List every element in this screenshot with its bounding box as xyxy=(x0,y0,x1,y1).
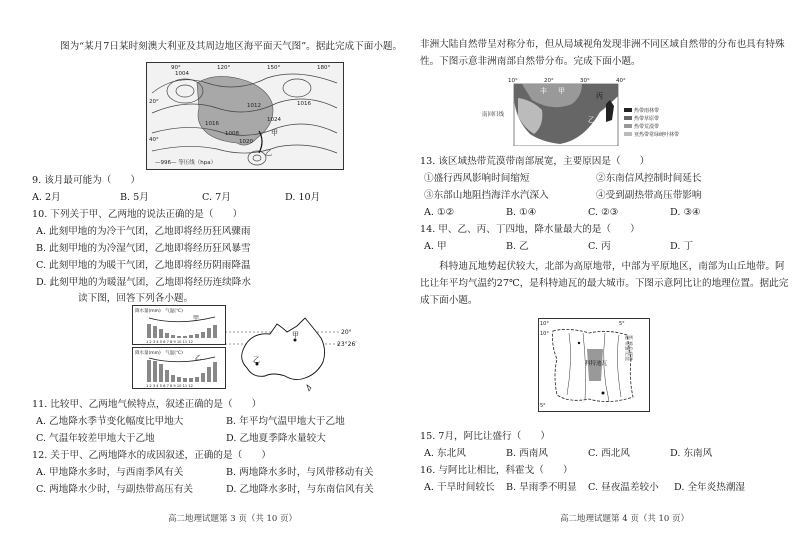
q10-option-a[interactable]: A. 此刻甲地的为冷干气团，乙地即将经历狂风骤雨 xyxy=(36,226,251,237)
lon-label: 180° xyxy=(317,65,331,71)
q13-statement-4: ④受到副热带高压带影响 xyxy=(596,190,702,201)
chart-label: 甲 xyxy=(193,315,200,322)
question-11: 11. 比较甲、乙两地气候特点，叙述正确的是（ ） xyxy=(32,399,262,410)
question-12: 12. 关于甲、乙两地降水的成因叙述，正确的是（ ） xyxy=(32,450,271,461)
q13-statement-3: ③东部山地阻挡海洋水汽深入 xyxy=(424,190,549,201)
q13-statement-2: ②东南信风控制时间延长 xyxy=(596,173,702,184)
q12-option-d[interactable]: D. 乙地降水多时，与东南信风有关 xyxy=(226,484,374,495)
q15-option-c[interactable]: C. 西北风 xyxy=(588,448,630,459)
question-16: 16. 与阿比让相比，科霍戈（ ） xyxy=(420,465,573,476)
legend-title: 图例 xyxy=(625,335,633,340)
isobar-label: 1004 xyxy=(175,71,189,77)
q12-option-a[interactable]: A. 甲地降水多时，与西南季风有关 xyxy=(36,467,184,478)
climate-chart-b xyxy=(132,347,226,389)
intro-text: 图为“某月7日某时刻澳大利亚及其周边地区海平面天气图”。据此完成下面小题。 xyxy=(60,41,403,52)
isobar-label: 1012 xyxy=(247,103,261,109)
q11-option-a[interactable]: A. 乙地降水季节变化幅度比甲地大 xyxy=(36,416,184,427)
q12-option-c[interactable]: C. 两地降水少时，与副热带高压有关 xyxy=(36,484,194,495)
q11-option-c[interactable]: C. 气温年较差甲地大于乙地 xyxy=(36,433,155,444)
question-9: 9. 该月最可能为（ ） xyxy=(32,175,141,186)
weather-map xyxy=(146,62,344,170)
isobar-label: 1016 xyxy=(205,121,219,127)
question-14: 14. 甲、乙、丙、丁四地，降水量最大的是（ ） xyxy=(420,224,640,235)
lon-label: 150° xyxy=(267,65,281,71)
lat-label: 20° xyxy=(149,99,159,105)
isobar-label: 1008 xyxy=(225,131,239,137)
place-label: 甲 xyxy=(271,129,278,137)
lon-label: 10° xyxy=(508,78,518,84)
q15-option-d[interactable]: D. 东南风 xyxy=(670,448,713,459)
place-label: 乙 xyxy=(265,149,272,157)
legend-item: 城市 xyxy=(625,346,633,351)
legend-item: 热带草原带 xyxy=(634,116,660,122)
chart-title: 降水量(mm) 气温(℃) xyxy=(135,309,183,314)
map-legend: —996— 等压线（hpa） xyxy=(155,160,217,166)
legend-item: 热带荒漠带 xyxy=(634,124,660,130)
right-page xyxy=(410,0,790,543)
q15-option-b[interactable]: B. 西南风 xyxy=(506,448,548,459)
lat-label: 5° xyxy=(540,403,546,409)
legend-item: 热带雨林带 xyxy=(634,108,660,114)
page-footer: 高二地理试题第 4 页（共 10 页） xyxy=(560,514,690,524)
q9-option-c[interactable]: C. 7月 xyxy=(202,192,231,203)
place-label: 乙 xyxy=(253,356,260,364)
question-10: 10. 下列关于甲、乙两地的说法正确的是（ ） xyxy=(32,209,243,220)
lon-label: 10° xyxy=(540,321,549,327)
lat-label: 10° xyxy=(540,331,549,337)
q14-option-b[interactable]: B. 乙 xyxy=(506,241,529,252)
climate-chart-a xyxy=(132,305,226,345)
lon-label: 40° xyxy=(616,78,626,84)
passage-text: 科特迪瓦地势起伏较大，北部为高原地带，中部为平原地区，南部为山丘地带。阿比让年平均气温约27℃，是科特迪瓦的最大城市。下图示意阿比让的地理位置。据此完成下面小题。 xyxy=(420,261,789,306)
lat-label: 南回归线 xyxy=(482,112,505,118)
q14-option-d[interactable]: D. 丁 xyxy=(670,241,694,252)
zone-label: 丰 xyxy=(540,87,547,95)
zone-label: 甲 xyxy=(558,87,565,95)
chart-title: 降水量(mm) 气温(℃) xyxy=(135,351,183,356)
lat-label: 40° xyxy=(149,137,159,143)
q13-option-a[interactable]: A. ①② xyxy=(424,207,455,218)
left-page xyxy=(20,0,403,543)
lon-label: 20° xyxy=(544,78,554,84)
q16-option-d[interactable]: D. 全年炎热潮湿 xyxy=(674,482,746,493)
q13-statement-1: ①盛行西风影响时间缩短 xyxy=(424,173,530,184)
q11-option-d[interactable]: D. 乙地夏季降水量较大 xyxy=(226,433,326,444)
lat-label: 20° xyxy=(341,329,352,336)
legend-item: 亚热带常绿硬叶林带 xyxy=(634,132,680,138)
australia-map xyxy=(225,310,365,392)
page-footer: 高二地理试题第 3 页（共 10 页） xyxy=(168,514,298,524)
q14-option-a[interactable]: A. 甲 xyxy=(424,241,447,252)
lon-label: 90° xyxy=(171,65,181,71)
q9-option-a[interactable]: A. 2月 xyxy=(32,192,61,203)
place-label: 甲 xyxy=(292,331,299,339)
zone-label: 乙 xyxy=(588,116,595,124)
question-13: 13. 该区域热带荒漠带南部展宽，主要原因是（ ） xyxy=(420,156,650,167)
q15-option-a[interactable]: A. 东北风 xyxy=(424,448,466,459)
question-15: 15. 7月，阿比让盛行（ ） xyxy=(420,431,550,442)
lon-label: 30° xyxy=(580,78,590,84)
legend-item: 首都 xyxy=(625,341,633,346)
q12-option-b[interactable]: B. 两地降水多时，与风带移动有关 xyxy=(226,467,374,478)
q9-option-d[interactable]: D. 10月 xyxy=(285,192,321,203)
read-instruction: 读下图，回答下列各小题。 xyxy=(78,293,194,304)
ivory-coast-map xyxy=(538,318,650,412)
q10-option-d[interactable]: D. 此刻甲地的为暖湿气团，乙地即将经历连续降水 xyxy=(36,277,251,288)
africa-zone-map xyxy=(482,76,692,146)
q16-option-c[interactable]: C. 昼夜温差较小 xyxy=(588,482,659,493)
country-label: 科特迪瓦 xyxy=(585,361,608,367)
lon-label: 120° xyxy=(217,65,231,71)
q9-option-b[interactable]: B. 5月 xyxy=(120,192,149,203)
intro-text: 非洲大陆自然带呈对称分布，但从局域视角发现非洲不同区域自然带的分布也具有特殊性。下图示意非洲南部自然带分布。完成下面小题。 xyxy=(420,39,785,67)
zone-label: 丙 xyxy=(596,92,603,100)
q13-option-c[interactable]: C. ②③ xyxy=(588,207,619,218)
q16-option-a[interactable]: A. 干旱时间较长 xyxy=(424,482,495,493)
q13-option-b[interactable]: B. ①④ xyxy=(506,207,537,218)
lat-label: 23°26′ xyxy=(337,341,357,348)
lon-label: 5° xyxy=(619,321,625,327)
q10-option-c[interactable]: C. 此刻甲地的为暖干气团，乙地即将经历阴雨降温 xyxy=(36,260,251,271)
legend-item: 国界 xyxy=(625,356,633,361)
month-axis: 1 2 3 4 5 6 7 8 9 10 11 12 xyxy=(146,384,193,388)
q16-option-b[interactable]: B. 旱雨季不明显 xyxy=(506,482,577,493)
isobar-label: 1016 xyxy=(297,101,311,107)
isobar-label: 1020 xyxy=(239,139,253,145)
q11-option-b[interactable]: B. 年平均气温甲地大于乙地 xyxy=(226,416,345,427)
q10-option-b[interactable]: B. 此刻甲地的为冷湿气团，乙地即将经历狂风暴雪 xyxy=(36,243,251,254)
month-axis: 1 2 3 4 5 6 7 8 9 10 11 12 xyxy=(146,340,193,344)
legend-item: 河流 xyxy=(625,351,633,356)
q14-option-c[interactable]: C. 丙 xyxy=(588,241,611,252)
q13-option-d[interactable]: D. ③④ xyxy=(670,207,701,218)
isobar-label: 1024 xyxy=(267,117,281,123)
chart-label: 乙 xyxy=(195,355,202,362)
